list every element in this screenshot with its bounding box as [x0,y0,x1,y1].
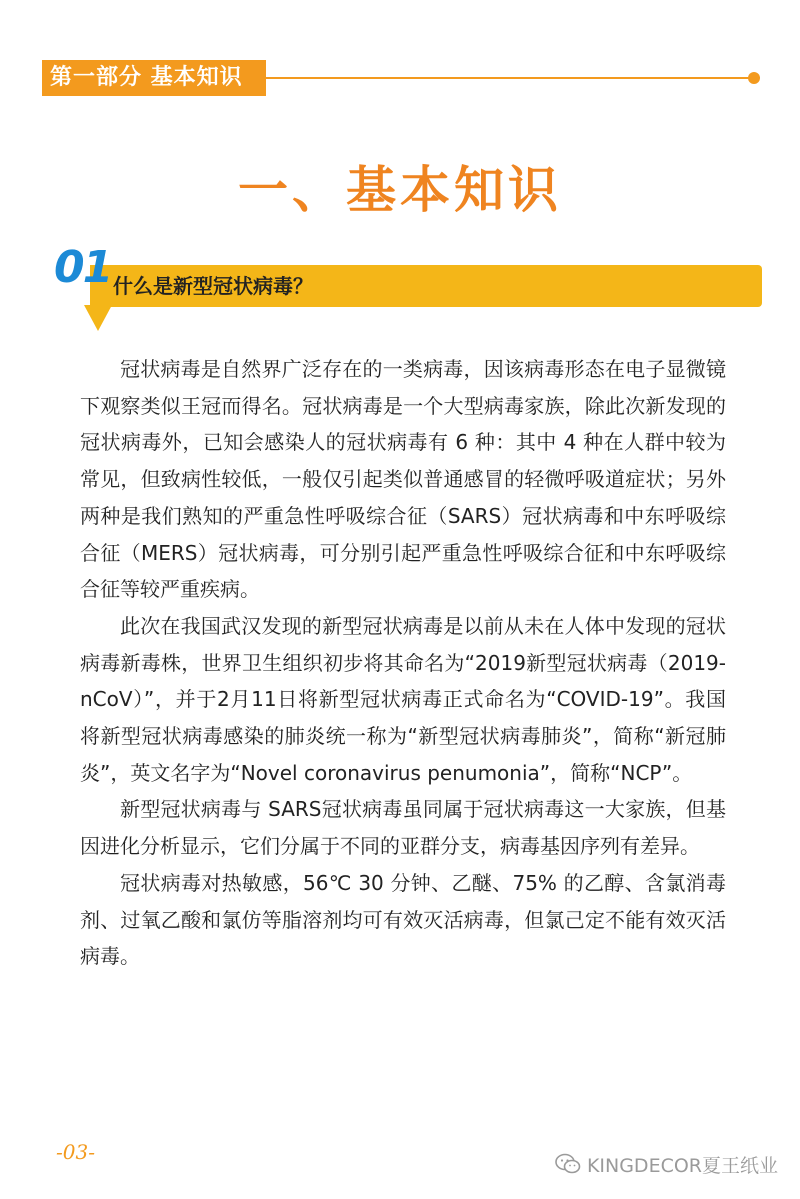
paragraph: 冠状病毒对热敏感，56℃ 30 分钟、乙醚、75% 的乙醇、含氯消毒剂、过氧乙酸和氯仿等脂溶剂均可有效灭活病毒，但氯己定不能有效灭活病毒。 [80,870,726,969]
header-divider-dot [748,72,760,84]
watermark [555,1150,778,1178]
question-number: 01 [54,242,112,293]
page-title: 一、基本知识 [238,161,562,219]
question-banner-tail [84,305,112,331]
header-divider-line [266,77,750,79]
page-number: -03- [56,1140,95,1164]
wechat-icon [555,1153,581,1175]
body-text [80,351,726,975]
paragraph: 此次在我国武汉发现的新型冠状病毒是以前从未在人体中发现的冠状病毒新毒株，世界卫生组织初步将其命名为“2019新型冠状病毒（2019-nCoV）”，并于2月11日将新型冠状病毒正式命名为“COVID-19”。我国将新型冠状病毒感染的肺炎统一称为“新型冠状病毒肺炎”，简称“新冠肺炎”，英文名字为“Novel coronavirus penumonia”，简称“NCP”。 [80,613,726,785]
paragraph: 冠状病毒是自然界广泛存在的一类病毒，因该病毒形态在电子显微镜下观察类似王冠而得名。冠状病毒是一个大型病毒家族，除此次新发现的冠状病毒外，已知会感染人的冠状病毒有 6 种：其中 4 种在人群中较为常见，但致病性较低，一般仅引起类似普通感冒的轻微呼吸道症状；另外两种是我们熟知的严重急性呼吸综合征（SARS）冠状病毒和中东呼吸综合征（MERS）冠状病毒，可分别引起严重急性呼吸综合征和中东呼吸综合征等较严重疾病。 [80,357,726,602]
question-text: 什么是新型冠状病毒？ [113,274,313,298]
watermark-text: KINGDECOR夏王纸业 [586,1154,778,1177]
paragraph: 新型冠状病毒与 SARS冠状病毒虽同属于冠状病毒这一大家族，但基因进化分析显示，它们分属于不同的亚群分支，病毒基因序列有差异。 [80,797,726,859]
section-tag: 第一部分 基本知识 [42,60,266,96]
